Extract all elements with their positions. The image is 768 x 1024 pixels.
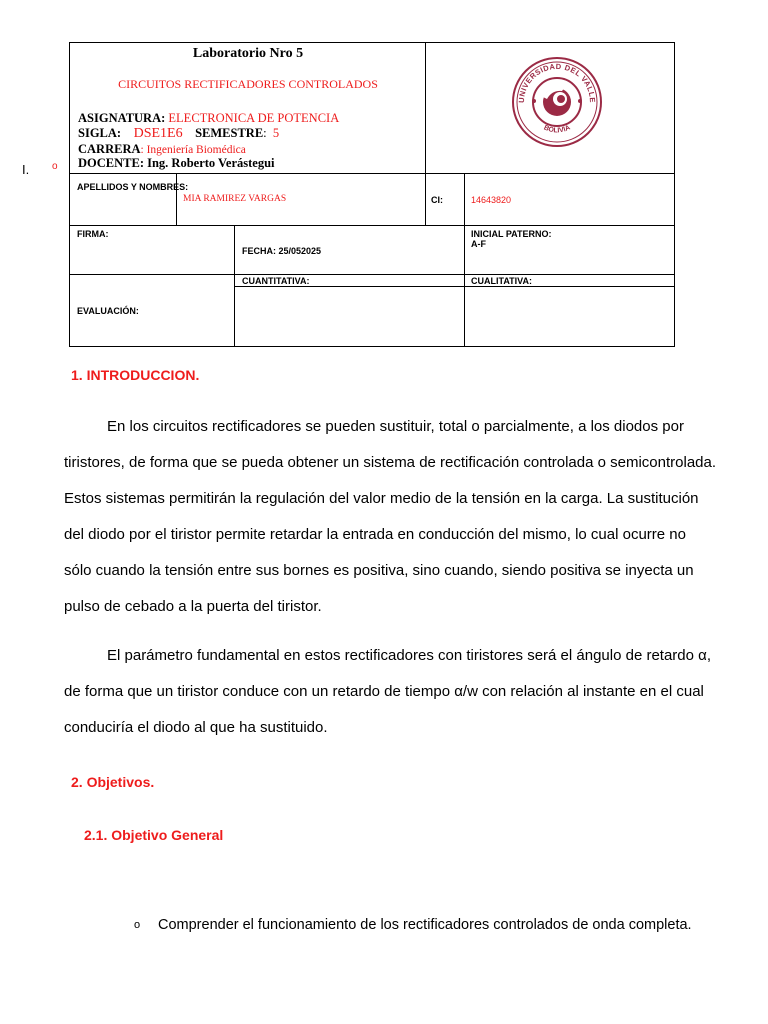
subsection-heading-objetivo-general: 2.1. Objetivo General: [84, 827, 224, 843]
carrera-label: CARRERA: [78, 142, 141, 156]
logo-bottom-text: BOLIVIA: [542, 124, 572, 135]
paragraph-line: sólo cuando la tensión entre sus bornes es positiva, sino cuando, siendo positiva se inyecta un: [64, 562, 694, 579]
list-number-marker: I.: [22, 162, 30, 177]
carrera-value: : Ingeniería Biomédica: [140, 144, 246, 156]
paragraph-line: Estos sistemas permitirán la regulación del valor medio de la tensión en la carga. La sustitución: [64, 490, 699, 507]
sigla-label: SIGLA:: [78, 126, 122, 140]
asignatura-label: ASIGNATURA:: [78, 111, 166, 125]
ci-value: 14643820: [471, 195, 512, 205]
apellidos-label: APELLIDOS Y NOMBRES:: [77, 182, 189, 192]
inicial-paterno-value: A-F: [471, 239, 486, 249]
semestre-colon: :: [263, 126, 267, 140]
lab-subtitle: CIRCUITOS RECTIFICADORES CONTROLADOS: [118, 77, 378, 91]
sigla-line: [78, 127, 279, 140]
university-seal-logo: [510, 55, 604, 149]
logo-top-text: UNIVERSIDAD DEL VALLE: [516, 61, 598, 104]
paragraph-line: En los circuitos rectificadores se pueden sustituir, total o parcialmente, a los diodos por: [107, 418, 684, 435]
apellidos-value: MIA RAMIREZ VARGAS: [183, 194, 287, 204]
asignatura-line: [78, 112, 339, 125]
cualitativa-label: CUALITATIVA:: [471, 276, 532, 286]
cuantitativa-label: CUANTITATIVA:: [242, 276, 310, 286]
docente-line: DOCENTE: Ing. Roberto Verástegui: [78, 156, 275, 170]
paragraph-intro-2: [64, 638, 724, 746]
paragraph-line: El parámetro fundamental en estos rectificadores con tiristores será el ángulo de retardo α,: [107, 647, 711, 664]
paragraph-line: de forma que un tiristor conduce con un retardo de tiempo α/w con relación al instante en el cual: [64, 683, 704, 700]
paragraph-line: pulso de cebado a la puerta del tiristor.: [64, 598, 322, 615]
paragraph-line: del diodo por el tiristor permite retardar la entrada en conducción del mismo, lo cual ocurre no: [64, 526, 686, 543]
list-bullet-marker: o: [52, 161, 58, 172]
objetivo-general-item: Comprender el funcionamiento de los rectificadores controlados de onda completa.: [158, 917, 692, 933]
semestre-label: SEMESTRE: [195, 126, 264, 140]
sigla-value: DSE1E6: [133, 126, 183, 141]
asignatura-value: ELECTRONICA DE POTENCIA: [168, 111, 340, 125]
paragraph-line: tiristores, de forma que se pueda obtener un sistema de rectificación controlada o semicontrolada.: [64, 454, 717, 471]
section-heading-objetivos: 2. Objetivos.: [71, 774, 155, 790]
bullet-marker: o: [134, 919, 141, 931]
firma-label: FIRMA:: [77, 229, 109, 239]
paragraph-intro-1: [64, 409, 724, 625]
header-table: [69, 42, 675, 347]
semestre-value: 5: [272, 126, 280, 140]
evaluacion-label: EVALUACIÓN:: [77, 306, 139, 316]
carrera-line: [78, 143, 246, 157]
fecha-text: FECHA: 25/052025: [242, 246, 322, 256]
inicial-paterno-label: INICIAL PATERNO:: [471, 229, 552, 239]
section-heading-introduccion: 1. INTRODUCCION.: [71, 367, 200, 383]
paragraph-line: conduciría el diodo al que ha sustituido.: [64, 719, 328, 736]
lab-title: Laboratorio Nro 5: [192, 46, 304, 61]
ci-label: CI:: [431, 195, 443, 205]
